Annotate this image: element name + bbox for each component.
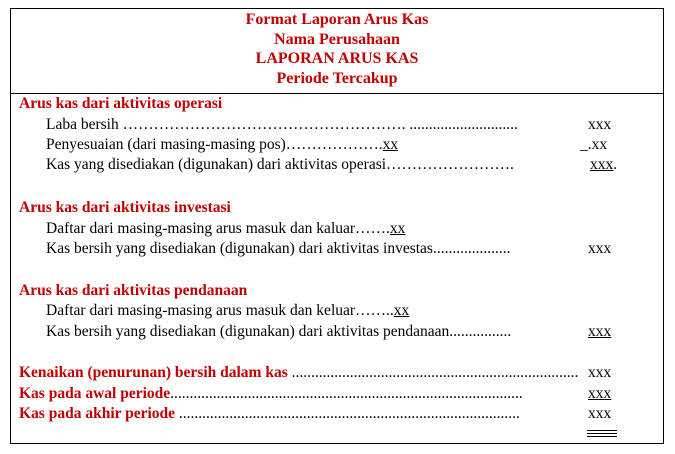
- net-change-label: Kenaikan (penurunan) bersih dalam kas: [19, 364, 288, 381]
- statement-header: [11, 9, 663, 94]
- beginning-cash-amount-wrap: [588, 385, 611, 403]
- financing-flows-subamount: xx: [393, 302, 410, 319]
- investing-net-cash-label: Kas bersih yang disediakan (digunakan) dari aktivitas investas....................: [46, 240, 511, 257]
- operating-cash-provided-label: Kas yang disediakan (digunakan) dari aktivitas operasi…………………….: [46, 156, 514, 173]
- financing-net-cash-label: Kas bersih yang disediakan (digunakan) dari aktivitas pendanaan................: [46, 323, 512, 340]
- financing-net-cash-amount-wrap: [588, 323, 611, 341]
- investing-heading: Arus kas dari aktivitas investasi: [19, 199, 231, 216]
- financing-flows-label: [46, 302, 409, 320]
- operating-adjustments-label: [46, 136, 398, 154]
- operating-cash-provided-suffix: .: [613, 156, 618, 173]
- beginning-cash-row: [19, 385, 523, 403]
- investing-flows-text: Daftar dari masing-masing arus masuk dan kaluar…….: [46, 220, 390, 237]
- operating-heading: Arus kas dari aktivitas operasi: [19, 95, 223, 112]
- net-change-row: [19, 364, 578, 382]
- financing-heading: Arus kas dari aktivitas pendanaan: [19, 282, 248, 299]
- operating-adjustments-text: Penyesuaian (dari masing-masing pos)……………….: [46, 136, 383, 153]
- operating-adjustments-amount: _.xx: [580, 136, 608, 153]
- operating-net-income-amount: xxx: [588, 116, 612, 133]
- beginning-cash-dots: ...........................................................................................: [170, 385, 523, 402]
- net-change-dots: ..........................................................................: [287, 364, 579, 381]
- operating-cash-provided-amount-wrap: [590, 156, 617, 174]
- beginning-cash-amount: xxx: [588, 385, 612, 402]
- operating-net-income-label: Laba bersih ………………………………………………. ............................: [46, 116, 518, 133]
- investing-flows-label: [46, 220, 405, 238]
- ending-cash-label: Kas pada akhir periode: [19, 405, 176, 422]
- investing-flows-subamount: xx: [389, 220, 406, 237]
- double-underline: [587, 430, 617, 434]
- financing-flows-text: Daftar dari masing-masing arus masuk dan keluar……..: [46, 302, 394, 319]
- financing-net-cash-amount: xxx: [588, 323, 612, 340]
- investing-net-cash-amount: xxx: [588, 240, 612, 257]
- operating-cash-provided-amount: xxx: [590, 156, 614, 173]
- ending-cash-dots: ........................................................................................: [175, 405, 520, 422]
- operating-adjustments-subamount: xx: [382, 136, 399, 153]
- double-underline-third: [587, 436, 617, 437]
- ending-cash-row: [19, 405, 520, 423]
- company-name: Nama Perusahaan: [274, 30, 400, 48]
- period-label: Periode Tercakup: [276, 69, 398, 87]
- format-title: Format Laporan Arus Kas: [245, 11, 429, 28]
- net-change-amount: xxx: [588, 364, 612, 381]
- report-title: LAPORAN ARUS KAS: [255, 50, 419, 67]
- ending-cash-amount: xxx: [588, 405, 612, 422]
- beginning-cash-label: Kas pada awal periode: [19, 385, 171, 402]
